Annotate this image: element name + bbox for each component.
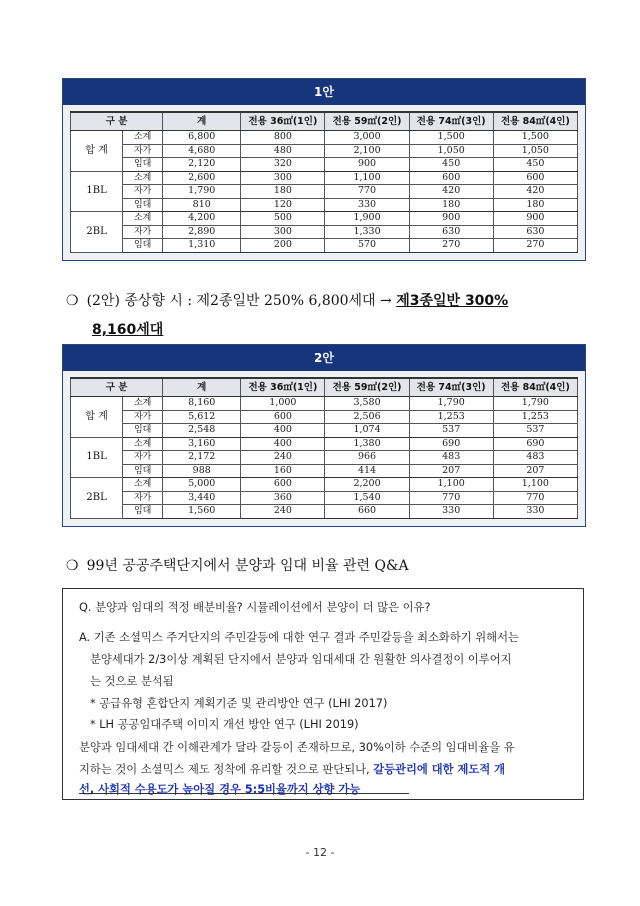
- table-row: [71, 491, 578, 505]
- value-cell: 3,000: [325, 131, 409, 145]
- value-cell: 330: [409, 505, 493, 519]
- value-cell: 400: [241, 437, 325, 451]
- row-type-cell: 임대: [123, 239, 163, 253]
- value-cell: 1,253: [493, 410, 577, 424]
- qa-bullet: [66, 554, 409, 578]
- value-cell: 180: [493, 198, 577, 212]
- table-row: [71, 185, 578, 199]
- value-cell: 483: [493, 451, 577, 465]
- value-cell: 200: [241, 239, 325, 253]
- group-label-cell: 2BL: [71, 478, 123, 519]
- group-label-cell: 1BL: [71, 171, 123, 212]
- value-cell: 2,548: [163, 424, 241, 438]
- value-cell: 1,050: [409, 144, 493, 158]
- table-row: [71, 198, 578, 212]
- value-cell: 8,160: [163, 397, 241, 411]
- value-cell: 5,000: [163, 478, 241, 492]
- value-cell: 770: [493, 491, 577, 505]
- value-cell: 2,890: [163, 225, 241, 239]
- value-cell: 3,160: [163, 437, 241, 451]
- value-cell: 810: [163, 198, 241, 212]
- value-cell: 630: [493, 225, 577, 239]
- row-type-cell: 자가: [123, 185, 163, 199]
- header-cell: 전용 74㎡(3인): [409, 378, 493, 397]
- plan2-panel: [62, 344, 586, 527]
- value-cell: 420: [493, 185, 577, 199]
- header-cell: 전용 59㎡(2인): [325, 112, 409, 131]
- header-cell: 계: [163, 112, 241, 131]
- value-cell: 660: [325, 505, 409, 519]
- header-cell: 구 분: [71, 112, 163, 131]
- table-row: [71, 171, 578, 185]
- header-cell: 전용 59㎡(2인): [325, 378, 409, 397]
- qa-bullet-text: 99년 공공주택단지에서 분양과 임대 비율 관련 Q&A: [86, 558, 409, 574]
- table-row: [71, 212, 578, 226]
- plan2-bullet-emphasis: 제3종일반 300%: [396, 293, 509, 309]
- header-cell: 전용 84㎡(4인): [493, 112, 577, 131]
- table-row: [71, 225, 578, 239]
- value-cell: 1,500: [409, 131, 493, 145]
- value-cell: 320: [241, 158, 325, 172]
- row-type-cell: 소계: [123, 131, 163, 145]
- table-row: [71, 478, 578, 492]
- qa-reference-1: * 공급유형 혼합단지 계획기준 및 관리방안 연구 (LHI 2017): [90, 697, 388, 710]
- value-cell: 1,100: [493, 478, 577, 492]
- page-number: - 12 -: [305, 846, 335, 859]
- row-type-cell: 소계: [123, 437, 163, 451]
- header-cell: 전용 84㎡(4인): [493, 378, 577, 397]
- value-cell: 180: [409, 198, 493, 212]
- row-type-cell: 임대: [123, 158, 163, 172]
- value-cell: 1,050: [493, 144, 577, 158]
- value-cell: 600: [409, 171, 493, 185]
- value-cell: 2,100: [325, 144, 409, 158]
- value-cell: 1,790: [493, 397, 577, 411]
- row-type-cell: 소계: [123, 212, 163, 226]
- plan2-bullet: [66, 289, 508, 313]
- qa-body-line3-highlight: 선, 사회적 수용도가 높아질 경우 5:5비율까지 상향 가능: [79, 783, 361, 796]
- group-label-cell: 합 계: [71, 131, 123, 172]
- value-cell: 537: [493, 424, 577, 438]
- value-cell: 1,100: [325, 171, 409, 185]
- table-row: [71, 397, 578, 411]
- value-cell: 690: [493, 437, 577, 451]
- value-cell: 770: [325, 185, 409, 199]
- value-cell: 1,310: [163, 239, 241, 253]
- row-type-cell: 소계: [123, 397, 163, 411]
- qa-body-line2-highlight: 갈등관리에 대한 제도적 개: [373, 763, 506, 776]
- value-cell: 500: [241, 212, 325, 226]
- value-cell: 240: [241, 505, 325, 519]
- row-type-cell: 임대: [123, 198, 163, 212]
- table-header-row: [71, 112, 578, 131]
- value-cell: 1,100: [409, 478, 493, 492]
- value-cell: 330: [493, 505, 577, 519]
- value-cell: 5,612: [163, 410, 241, 424]
- value-cell: 160: [241, 464, 325, 478]
- value-cell: 690: [409, 437, 493, 451]
- value-cell: 1,540: [325, 491, 409, 505]
- header-cell: 구 분: [71, 378, 163, 397]
- header-cell: 전용 36㎡(1인): [241, 112, 325, 131]
- table-row: [71, 239, 578, 253]
- value-cell: 2,200: [325, 478, 409, 492]
- value-cell: 240: [241, 451, 325, 465]
- header-cell: 전용 74㎡(3인): [409, 112, 493, 131]
- table-row: [71, 410, 578, 424]
- value-cell: 330: [325, 198, 409, 212]
- value-cell: 1,074: [325, 424, 409, 438]
- table-row: [71, 424, 578, 438]
- value-cell: 2,600: [163, 171, 241, 185]
- value-cell: 400: [241, 424, 325, 438]
- plan1-title: 1안: [63, 79, 585, 105]
- table-row: [71, 464, 578, 478]
- table-row: [71, 505, 578, 519]
- value-cell: 1,790: [409, 397, 493, 411]
- table-row: [71, 158, 578, 172]
- value-cell: 900: [409, 212, 493, 226]
- header-cell: 전용 36㎡(1인): [241, 378, 325, 397]
- table-row: [71, 437, 578, 451]
- header-cell: 계: [163, 378, 241, 397]
- qa-body-line2-text: 지하는 것이 소셜믹스 제도 정착에 유리할 것으로 판단되나,: [79, 763, 370, 776]
- qa-answer-line1: A. 기존 소셜믹스 주거단지의 주민갈등에 대한 연구 결과 주민갈등을 최소화하기 위해서는: [79, 631, 519, 644]
- value-cell: 414: [325, 464, 409, 478]
- value-cell: 630: [409, 225, 493, 239]
- plan2-table: [70, 377, 578, 519]
- value-cell: 1,790: [163, 185, 241, 199]
- group-label-cell: 1BL: [71, 437, 123, 478]
- value-cell: 6,800: [163, 131, 241, 145]
- value-cell: 3,580: [325, 397, 409, 411]
- value-cell: 600: [493, 171, 577, 185]
- value-cell: 4,200: [163, 212, 241, 226]
- value-cell: 420: [409, 185, 493, 199]
- row-type-cell: 자가: [123, 225, 163, 239]
- table-row: [71, 451, 578, 465]
- table-header-row: [71, 378, 578, 397]
- row-type-cell: 임대: [123, 464, 163, 478]
- qa-answer-line2: 분양세대가 2/3이상 계획된 단지에서 분양과 임대세대 간 원활한 의사결정이 이루어지: [90, 653, 512, 666]
- value-cell: 1,253: [409, 410, 493, 424]
- group-label-cell: 합 계: [71, 397, 123, 438]
- plan2-bullet-text: (2안) 종상향 시 : 제2종일반 250% 6,800세대 →: [86, 293, 392, 309]
- qa-body-line2: [79, 761, 505, 777]
- value-cell: 300: [241, 171, 325, 185]
- row-type-cell: 소계: [123, 171, 163, 185]
- value-cell: 180: [241, 185, 325, 199]
- plan1-panel: [62, 78, 586, 261]
- value-cell: 1,500: [493, 131, 577, 145]
- row-type-cell: 자가: [123, 491, 163, 505]
- value-cell: 900: [493, 212, 577, 226]
- value-cell: 1,330: [325, 225, 409, 239]
- row-type-cell: 임대: [123, 424, 163, 438]
- row-type-cell: 자가: [123, 451, 163, 465]
- value-cell: 600: [241, 478, 325, 492]
- value-cell: 120: [241, 198, 325, 212]
- qa-reference-2: * LH 공공임대주택 이미지 개선 방안 연구 (LHI 2019): [90, 718, 359, 731]
- value-cell: 966: [325, 451, 409, 465]
- value-cell: 600: [241, 410, 325, 424]
- value-cell: 988: [163, 464, 241, 478]
- value-cell: 570: [325, 239, 409, 253]
- row-type-cell: 임대: [123, 505, 163, 519]
- value-cell: 207: [493, 464, 577, 478]
- plan1-table: [70, 111, 578, 253]
- value-cell: 2,172: [163, 451, 241, 465]
- value-cell: 480: [241, 144, 325, 158]
- value-cell: 1,900: [325, 212, 409, 226]
- value-cell: 2,506: [325, 410, 409, 424]
- value-cell: 2,120: [163, 158, 241, 172]
- row-type-cell: 자가: [123, 410, 163, 424]
- bullet-circle-icon: ❍: [66, 293, 79, 309]
- value-cell: 360: [241, 491, 325, 505]
- qa-answer-line3: 는 것으로 분석됨: [90, 675, 174, 688]
- value-cell: 207: [409, 464, 493, 478]
- row-type-cell: 자가: [123, 144, 163, 158]
- value-cell: 270: [409, 239, 493, 253]
- qa-question: Q. 분양과 임대의 적정 배분비율? 시뮬레이션에서 분양이 더 많은 이유?: [79, 601, 431, 614]
- value-cell: 450: [493, 158, 577, 172]
- row-type-cell: 소계: [123, 478, 163, 492]
- qa-box: [62, 588, 584, 800]
- table-row: [71, 131, 578, 145]
- value-cell: 1,380: [325, 437, 409, 451]
- value-cell: 900: [325, 158, 409, 172]
- bullet-circle-icon: ❍: [66, 558, 79, 574]
- table-row: [71, 144, 578, 158]
- value-cell: 1,560: [163, 505, 241, 519]
- plan2-bullet-emphasis-line2: 8,160세대: [92, 322, 164, 338]
- qa-body-line1: 분양과 임대세대 간 이해관계가 달라 갈등이 존재하므로, 30%이하 수준의 임대비율을 유: [79, 741, 515, 754]
- value-cell: 300: [241, 225, 325, 239]
- value-cell: 1,000: [241, 397, 325, 411]
- value-cell: 537: [409, 424, 493, 438]
- value-cell: 483: [409, 451, 493, 465]
- plan2-title: 2안: [63, 345, 585, 371]
- qa-underline-divider: [79, 793, 409, 794]
- group-label-cell: 2BL: [71, 212, 123, 253]
- value-cell: 450: [409, 158, 493, 172]
- value-cell: 800: [241, 131, 325, 145]
- value-cell: 4,680: [163, 144, 241, 158]
- value-cell: 270: [493, 239, 577, 253]
- value-cell: 770: [409, 491, 493, 505]
- value-cell: 3,440: [163, 491, 241, 505]
